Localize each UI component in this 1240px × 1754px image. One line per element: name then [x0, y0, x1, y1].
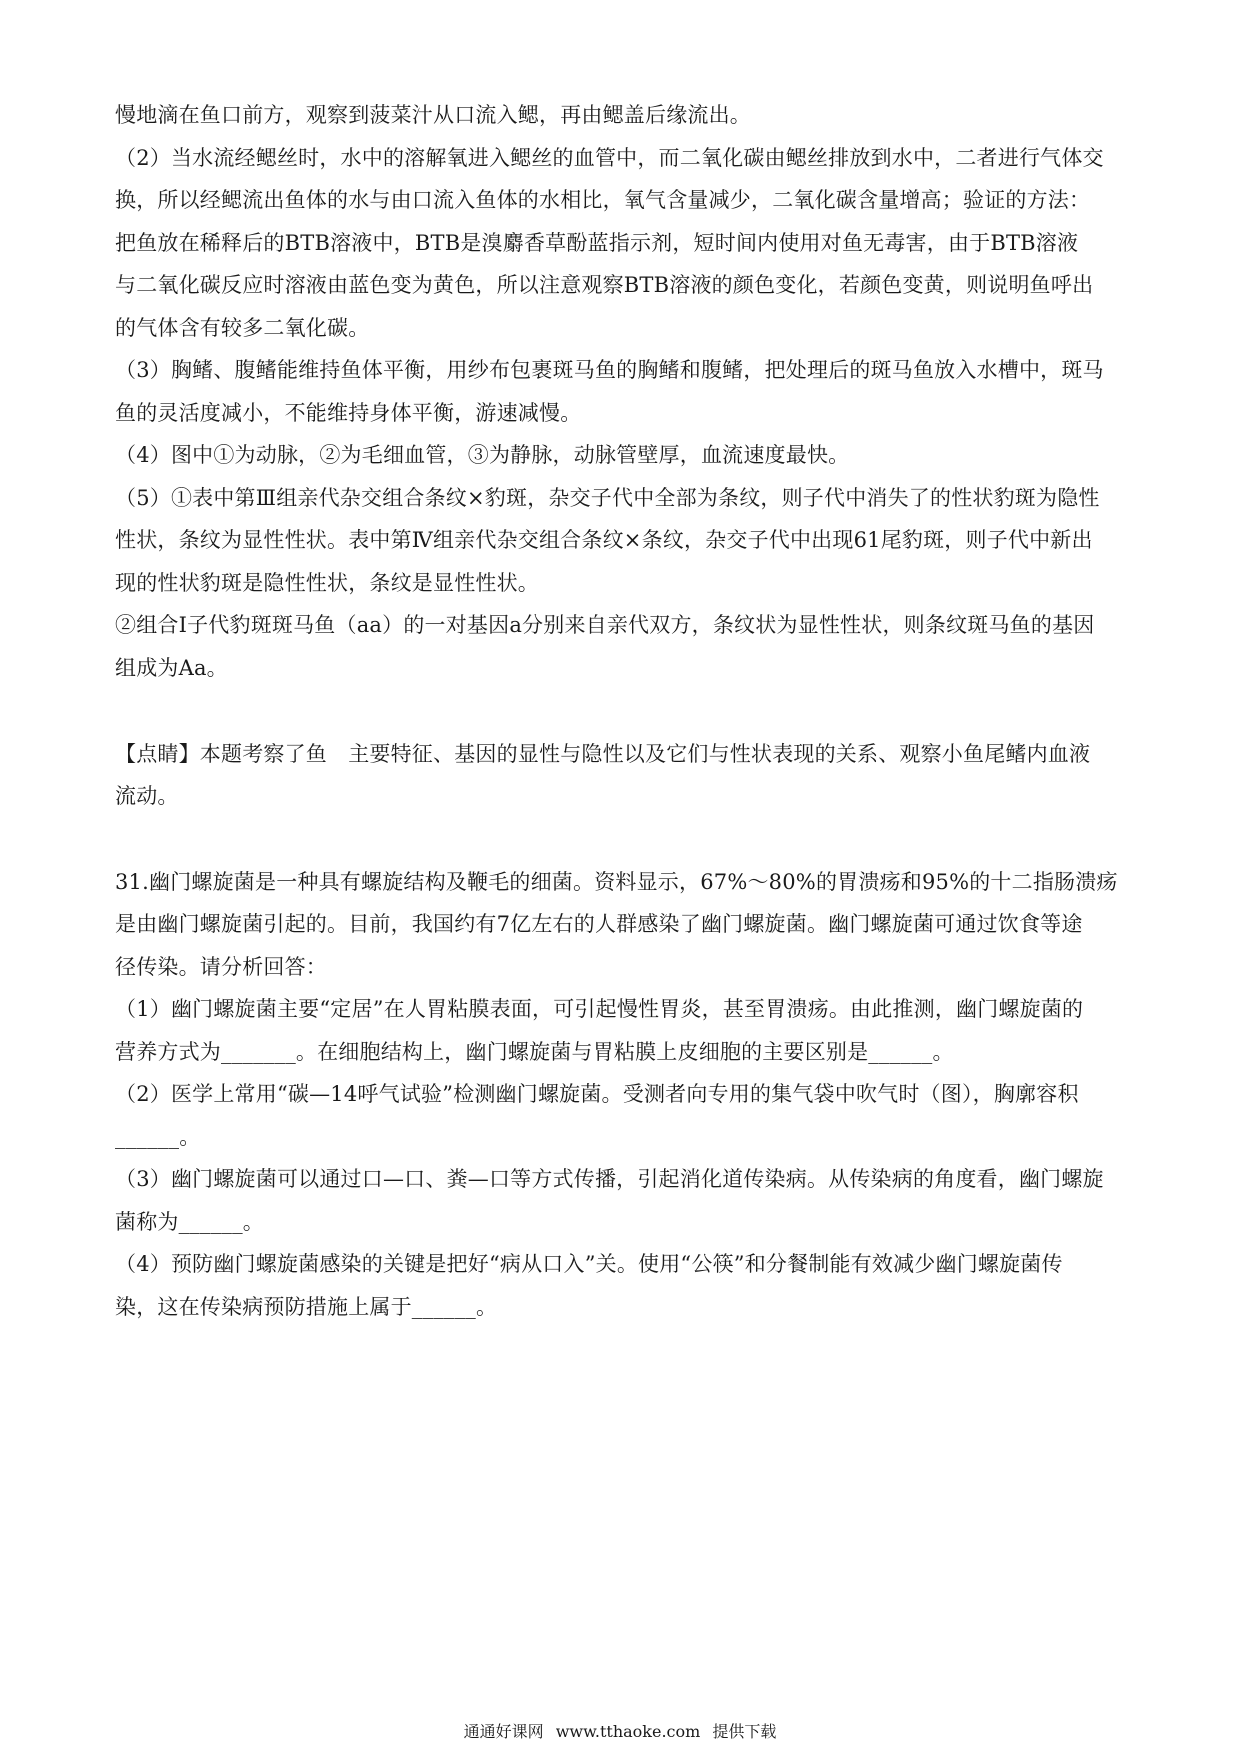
question-line: （3）幽门螺旋菌可以通过口—口、粪—口等方式传播，引起消化道传染病。从传染病的角度看，幽门螺旋 — [115, 1167, 1104, 1191]
text-line: （2）当水流经鳃丝时，水中的溶解氧进入鳃丝的血管中，而二氧化碳由鳃丝排放到水中，二者进行气体交 — [115, 146, 1104, 170]
text-line: 的气体含有较多二氧化碳。 — [115, 316, 370, 340]
text-line: （5）①表中第Ⅲ组亲代杂交组合条纹×豹斑，杂交子代中全部为条纹，则子代中消失了的性状豹斑为隐性 — [115, 486, 1100, 510]
question-line: （2）医学上常用“碳—14呼气试验”检测幽门螺旋菌。受测者向专用的集气袋中吹气时（图），胸廓容积 — [115, 1082, 1079, 1106]
question-line: 染，这在传染病预防措施上属于______。 — [115, 1295, 498, 1319]
question-line: （1）幽门螺旋菌主要“定居”在人胃粘膜表面，可引起慢性胃炎，甚至胃溃疡。由此推测，幽门螺旋菌的 — [115, 997, 1084, 1021]
comment-line: 【点睛】本题考察了鱼 主要特征、基因的显性与隐性以及它们与性状表现的关系、观察小鱼尾鳍内血液 — [115, 742, 1091, 766]
question-line: 营养方式为_______。在细胞结构上，幽门螺旋菌与胃粘膜上皮细胞的主要区别是______。 — [115, 1040, 954, 1064]
question-line: 径传染。请分析回答： — [115, 955, 327, 979]
question-line: 菌称为______。 — [115, 1210, 264, 1234]
text-line: （3）胸鳍、腹鳍能维持鱼体平衡，用纱布包裹斑马鱼的胸鳍和腹鳍，把处理后的斑马鱼放入水槽中，斑马 — [115, 358, 1104, 382]
text-line: 现的性状豹斑是隐性性状，条纹是显性性状。 — [115, 571, 539, 595]
text-line: 换，所以经鳃流出鱼体的水与由口流入鱼体的水相比，氧气含量减少，二氧化碳含量增高；验证的方法： — [115, 188, 1091, 212]
comment-line: 流动。 — [115, 784, 179, 808]
text-line: 慢地滴在鱼口前方，观察到菠菜汁从口流入鳃，再由鳃盖后缘流出。 — [115, 103, 751, 127]
text-line: 把鱼放在稀释后的BTB溶液中，BTB是溴麝香草酚蓝指示剂，短时间内使用对鱼无毒害，由于BTB溶液 — [115, 231, 1079, 255]
text-line: ②组合Ⅰ子代豹斑斑马鱼（aa）的一对基因a分别来自亲代双方，条纹状为显性性状，则条纹斑马鱼的基因 — [115, 613, 1095, 637]
text-line: （4）图中①为动脉，②为毛细血管，③为静脉，动脉管壁厚，血流速度最快。 — [115, 443, 850, 467]
footer-tail: 提供下载 — [712, 1722, 777, 1741]
text-line: 鱼的灵活度减小，不能维持身体平衡，游速减慢。 — [115, 401, 582, 425]
question-line: 31.幽门螺旋菌是一种具有螺旋结构及鞭毛的细菌。资料显示，67%～80%的胃溃疡和95%的十二指肠溃疡 — [115, 870, 1118, 894]
footer-url[interactable]: www.tthaoke.com — [555, 1722, 701, 1741]
question-line: （4）预防幽门螺旋菌感染的关键是把好“病从口入”关。使用“公筷”和分餐制能有效减少幽门螺旋菌传 — [115, 1252, 1063, 1276]
text-line: 组成为Aa。 — [115, 656, 228, 680]
text-line: 性状，条纹为显性性状。表中第Ⅳ组亲代杂交组合条纹×条纹，杂交子代中出现61尾豹斑，则子代中新出 — [115, 528, 1093, 552]
text-line: 与二氧化碳反应时溶液由蓝色变为黄色，所以注意观察BTB溶液的颜色变化，若颜色变黄，则说明鱼呼出 — [115, 273, 1094, 297]
footer-site-name: 通通好课网 — [463, 1722, 544, 1741]
question-line: ______。 — [115, 1125, 201, 1149]
question-line: 是由幽门螺旋菌引起的。目前，我国约有7亿左右的人群感染了幽门螺旋菌。幽门螺旋菌可通过饮食等途 — [115, 912, 1083, 936]
page-footer — [0, 1721, 1240, 1743]
